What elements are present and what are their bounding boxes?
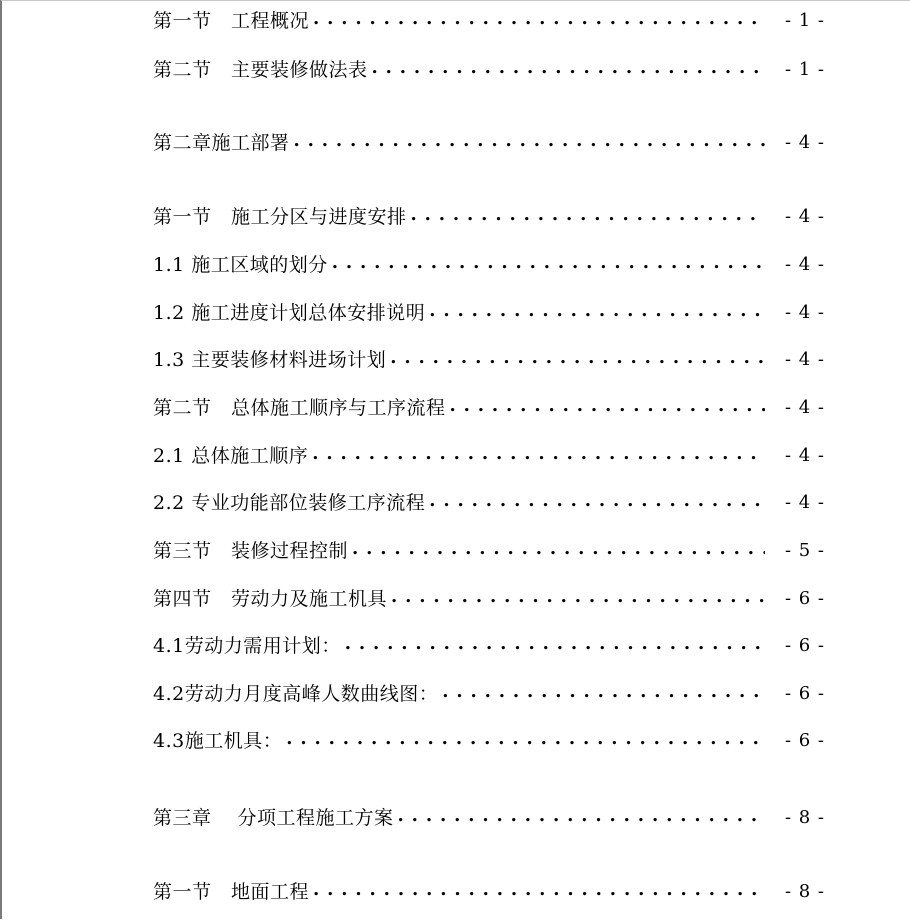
toc-dot-leader xyxy=(391,584,765,614)
toc-entry[interactable] xyxy=(153,631,825,661)
toc-dot-leader xyxy=(294,128,765,158)
toc-entry[interactable] xyxy=(153,202,825,232)
toc-entry-page: - 4 - xyxy=(784,302,825,323)
toc-dot-leader xyxy=(390,345,765,375)
toc-entry[interactable] xyxy=(153,393,825,423)
toc-dot-leader xyxy=(411,202,765,232)
toc-entry[interactable] xyxy=(153,298,825,328)
toc-dot-leader xyxy=(450,393,765,423)
toc-entry-title: 第四节 劳动力及施工机具 xyxy=(153,588,388,610)
toc-entry[interactable] xyxy=(153,584,825,614)
toc-entry-title: 2.1 总体施工顺序 xyxy=(153,445,309,467)
toc-dot-leader xyxy=(398,803,765,833)
toc-entry-page: - 1 - xyxy=(784,10,825,31)
toc-entry[interactable] xyxy=(153,726,825,756)
toc-entry-page: - 5 - xyxy=(784,540,825,561)
toc-entry-page: - 4 - xyxy=(784,445,825,466)
toc-entry-title: 第一节 地面工程 xyxy=(153,881,310,903)
toc-dot-leader xyxy=(313,6,765,36)
toc-entry[interactable] xyxy=(153,55,825,85)
toc-dot-leader xyxy=(429,488,765,518)
toc-entry-title: 第三章 分项工程施工方案 xyxy=(153,807,394,829)
toc-entry[interactable] xyxy=(153,877,825,907)
toc-entry-page: - 8 - xyxy=(784,881,825,902)
toc-entry[interactable] xyxy=(153,441,825,471)
toc-entry-page: - 8 - xyxy=(784,807,825,828)
toc-entry-title: 1.3 主要装修材料进场计划 xyxy=(153,349,387,371)
table-of-contents xyxy=(153,0,825,920)
toc-entry[interactable] xyxy=(153,536,825,566)
toc-entry-title: 第二节 主要装修做法表 xyxy=(153,59,368,81)
toc-entry-page: - 4 - xyxy=(784,397,825,418)
toc-entry-title: 4.3施工机具： xyxy=(153,730,283,752)
toc-dot-leader xyxy=(332,250,765,280)
toc-dot-leader xyxy=(429,298,765,328)
toc-entry-title: 第一节 施工分区与进度安排 xyxy=(153,206,407,228)
toc-entry-title: 第三节 装修过程控制 xyxy=(153,540,349,562)
toc-entry-title: 第二节 总体施工顺序与工序流程 xyxy=(153,397,446,419)
toc-entry-page: - 6 - xyxy=(784,730,825,751)
toc-entry-page: - 4 - xyxy=(784,492,825,513)
toc-entry[interactable] xyxy=(153,6,825,36)
toc-entry-page: - 4 - xyxy=(784,254,825,275)
toc-dot-leader xyxy=(345,631,765,661)
toc-dot-leader xyxy=(442,679,765,709)
toc-dot-leader xyxy=(313,877,765,907)
toc-entry[interactable] xyxy=(153,679,825,709)
toc-dot-leader xyxy=(286,726,765,756)
toc-entry-title: 4.1劳动力需用计划： xyxy=(153,635,341,657)
toc-entry-page: - 6 - xyxy=(784,683,825,704)
toc-entry-page: - 4 - xyxy=(784,132,825,153)
toc-entry[interactable] xyxy=(153,250,825,280)
toc-entry-title: 第一节 工程概况 xyxy=(153,10,310,32)
toc-entry-page: - 6 - xyxy=(784,588,825,609)
toc-dot-leader xyxy=(312,441,765,471)
toc-entry-page: - 4 - xyxy=(784,349,825,370)
toc-entry-page: - 4 - xyxy=(784,206,825,227)
toc-dot-leader xyxy=(352,536,765,566)
toc-entry[interactable] xyxy=(153,803,825,833)
toc-entry-title: 2.2 专业功能部位装修工序流程 xyxy=(153,492,426,514)
toc-dot-leader xyxy=(372,55,765,85)
toc-entry-page: - 6 - xyxy=(784,635,825,656)
toc-entry[interactable] xyxy=(153,488,825,518)
toc-entry[interactable] xyxy=(153,345,825,375)
toc-entry-title: 1.2 施工进度计划总体安排说明 xyxy=(153,302,426,324)
toc-entry-title: 4.2劳动力月度高峰人数曲线图： xyxy=(153,683,439,705)
toc-entry-title: 第二章施工部署 xyxy=(153,132,290,154)
toc-entry[interactable] xyxy=(153,128,825,158)
toc-entry-title: 1.1 施工区域的划分 xyxy=(153,254,328,276)
toc-entry-page: - 1 - xyxy=(784,59,825,80)
